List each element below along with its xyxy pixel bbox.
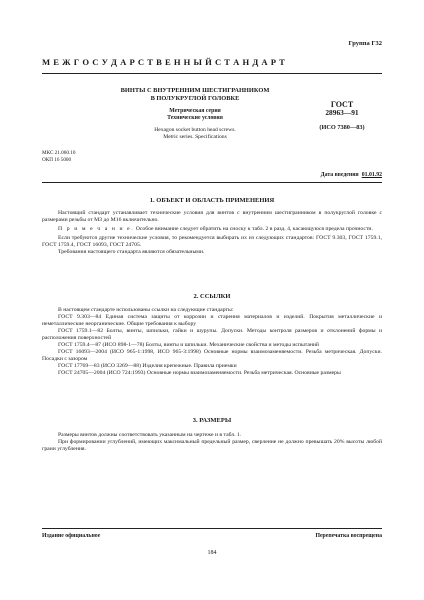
title-line-1: ВИНТЫ С ВНУТРЕННИМ ШЕСТИГРАННИКОМ	[120, 87, 270, 94]
note-text: Особое внимание следует обратить на сноску к табл. 2 в разд. 4, касающуюся предела прочности.	[134, 226, 373, 232]
section-1-body	[42, 210, 382, 256]
english-title-line-2: Metric series. Specifications	[163, 134, 227, 141]
iso-reference: (ИСО 7380—83)	[319, 123, 365, 131]
section-1-note	[42, 226, 382, 233]
english-title-line-1: Hexagon socket button head screws.	[154, 127, 236, 133]
subtitle-line-2: Технические условия	[167, 115, 223, 122]
introduction-date	[321, 172, 382, 178]
section-1-paragraph-1: Настоящий стандарт устанавливает технические условия для винтов с внутренним шестигранником в полукруглой головке с размерами резьбы от М3 до М16 включительно.	[42, 210, 382, 223]
section-3-body	[42, 432, 382, 453]
note-label: П р и м е ч а н и е.	[58, 226, 135, 232]
reprint-prohibited-note: Перепечатка воспрещена	[315, 533, 382, 539]
top-rule	[42, 73, 382, 74]
gost-designation	[302, 100, 382, 131]
section-1-heading: 1. ОБЪЕКТ И ОБЛАСТЬ ПРИМЕНЕНИЯ	[149, 197, 275, 204]
section-1-paragraph-3: Требования настоящего стандарта являются обязательными.	[58, 249, 205, 255]
group-code: Группа Г32	[348, 40, 382, 47]
gost-number: 28963—91	[325, 108, 359, 118]
classification-codes	[42, 150, 75, 164]
gost-label: ГОСТ	[330, 100, 354, 109]
mks-code: МКС 21.060.10	[42, 150, 76, 156]
english-title	[95, 127, 295, 142]
introduction-date-value: 01.01.92	[361, 172, 382, 178]
subtitle-line-1: Метрическая серия	[169, 108, 221, 114]
section-2-intro: В настоящем стандарте использованы ссылки на следующие стандарты:	[58, 307, 234, 313]
reference-gost-1759-4: ГОСТ 1759.4—87 (ИСО 898-1—78) Болты, винты и шпильки. Механические свойства и методы испытаний	[58, 342, 319, 348]
reference-gost-1759-1: ГОСТ 1759.1—82 Болты, винты, шпильки, гайки и шурупы. Допуски. Методы контроля размеров и отклонений формы и расположения поверхностей	[42, 328, 382, 341]
section-1-paragraph-2: Если требуются другие технические условия, то рекомендуется выбирать их из следующих стандартов: ГОСТ 9.303, ГОСТ 1759.1, ГОСТ 1759.4, ГОСТ 16093, ГОСТ 24705.	[42, 235, 382, 248]
page-number: 184	[207, 550, 217, 556]
section-3-paragraph-2: При формировании углублений, имеющих максимальный предельный размер, сверление не должно превышать 20% высоты любой грани углубления.	[42, 439, 382, 452]
footer-rule	[42, 528, 382, 529]
reference-gost-24705: ГОСТ 24705—2004 (ИСО 724:1993) Основные нормы взаимозаменяемости. Резьба метрическая. Основные размеры	[58, 370, 341, 376]
reference-gost-17769: ГОСТ 17769—83 (ИСО 3269—88) Изделия крепежные. Правила приемки	[58, 363, 237, 369]
title-line-2: В ПОЛУКРУГЛОЙ ГОЛОВКЕ	[150, 94, 240, 102]
reference-gost-16093: ГОСТ 16093—2004 (ИСО 965-1:1998, ИСО 965-3:1998) Основные нормы взаимозаменяемости. Резьба метрическая. Допуски. Посадки с зазором	[42, 349, 382, 362]
standard-banner: М Е Ж Г О С У Д А Р С Т В Е Н Н Ы Й С Т А Н Д А Р Т	[42, 57, 286, 67]
section-rule	[42, 182, 382, 183]
introduction-date-label: Дата введения	[320, 172, 359, 178]
okp-code: ОКП 16 5000	[42, 156, 72, 163]
section-2-body	[42, 307, 382, 377]
document-subtitle	[95, 108, 295, 122]
section-3-heading: 3. РАЗМЕРЫ	[192, 417, 232, 424]
official-edition-note: Издание официальное	[42, 533, 101, 539]
section-3-paragraph-1: Размеры винтов должны соответствовать указанным на чертеже и в табл. 1.	[58, 432, 242, 438]
document-title	[95, 87, 295, 102]
section-2-heading: 2. ССЫЛКИ	[193, 293, 231, 300]
reference-gost-9-303: ГОСТ 9.303—84 Единая система защиты от коррозии и старения материалов и изделий. Покрытия металлические и неметаллические неорганические. Общие требования к выбору	[42, 314, 382, 327]
